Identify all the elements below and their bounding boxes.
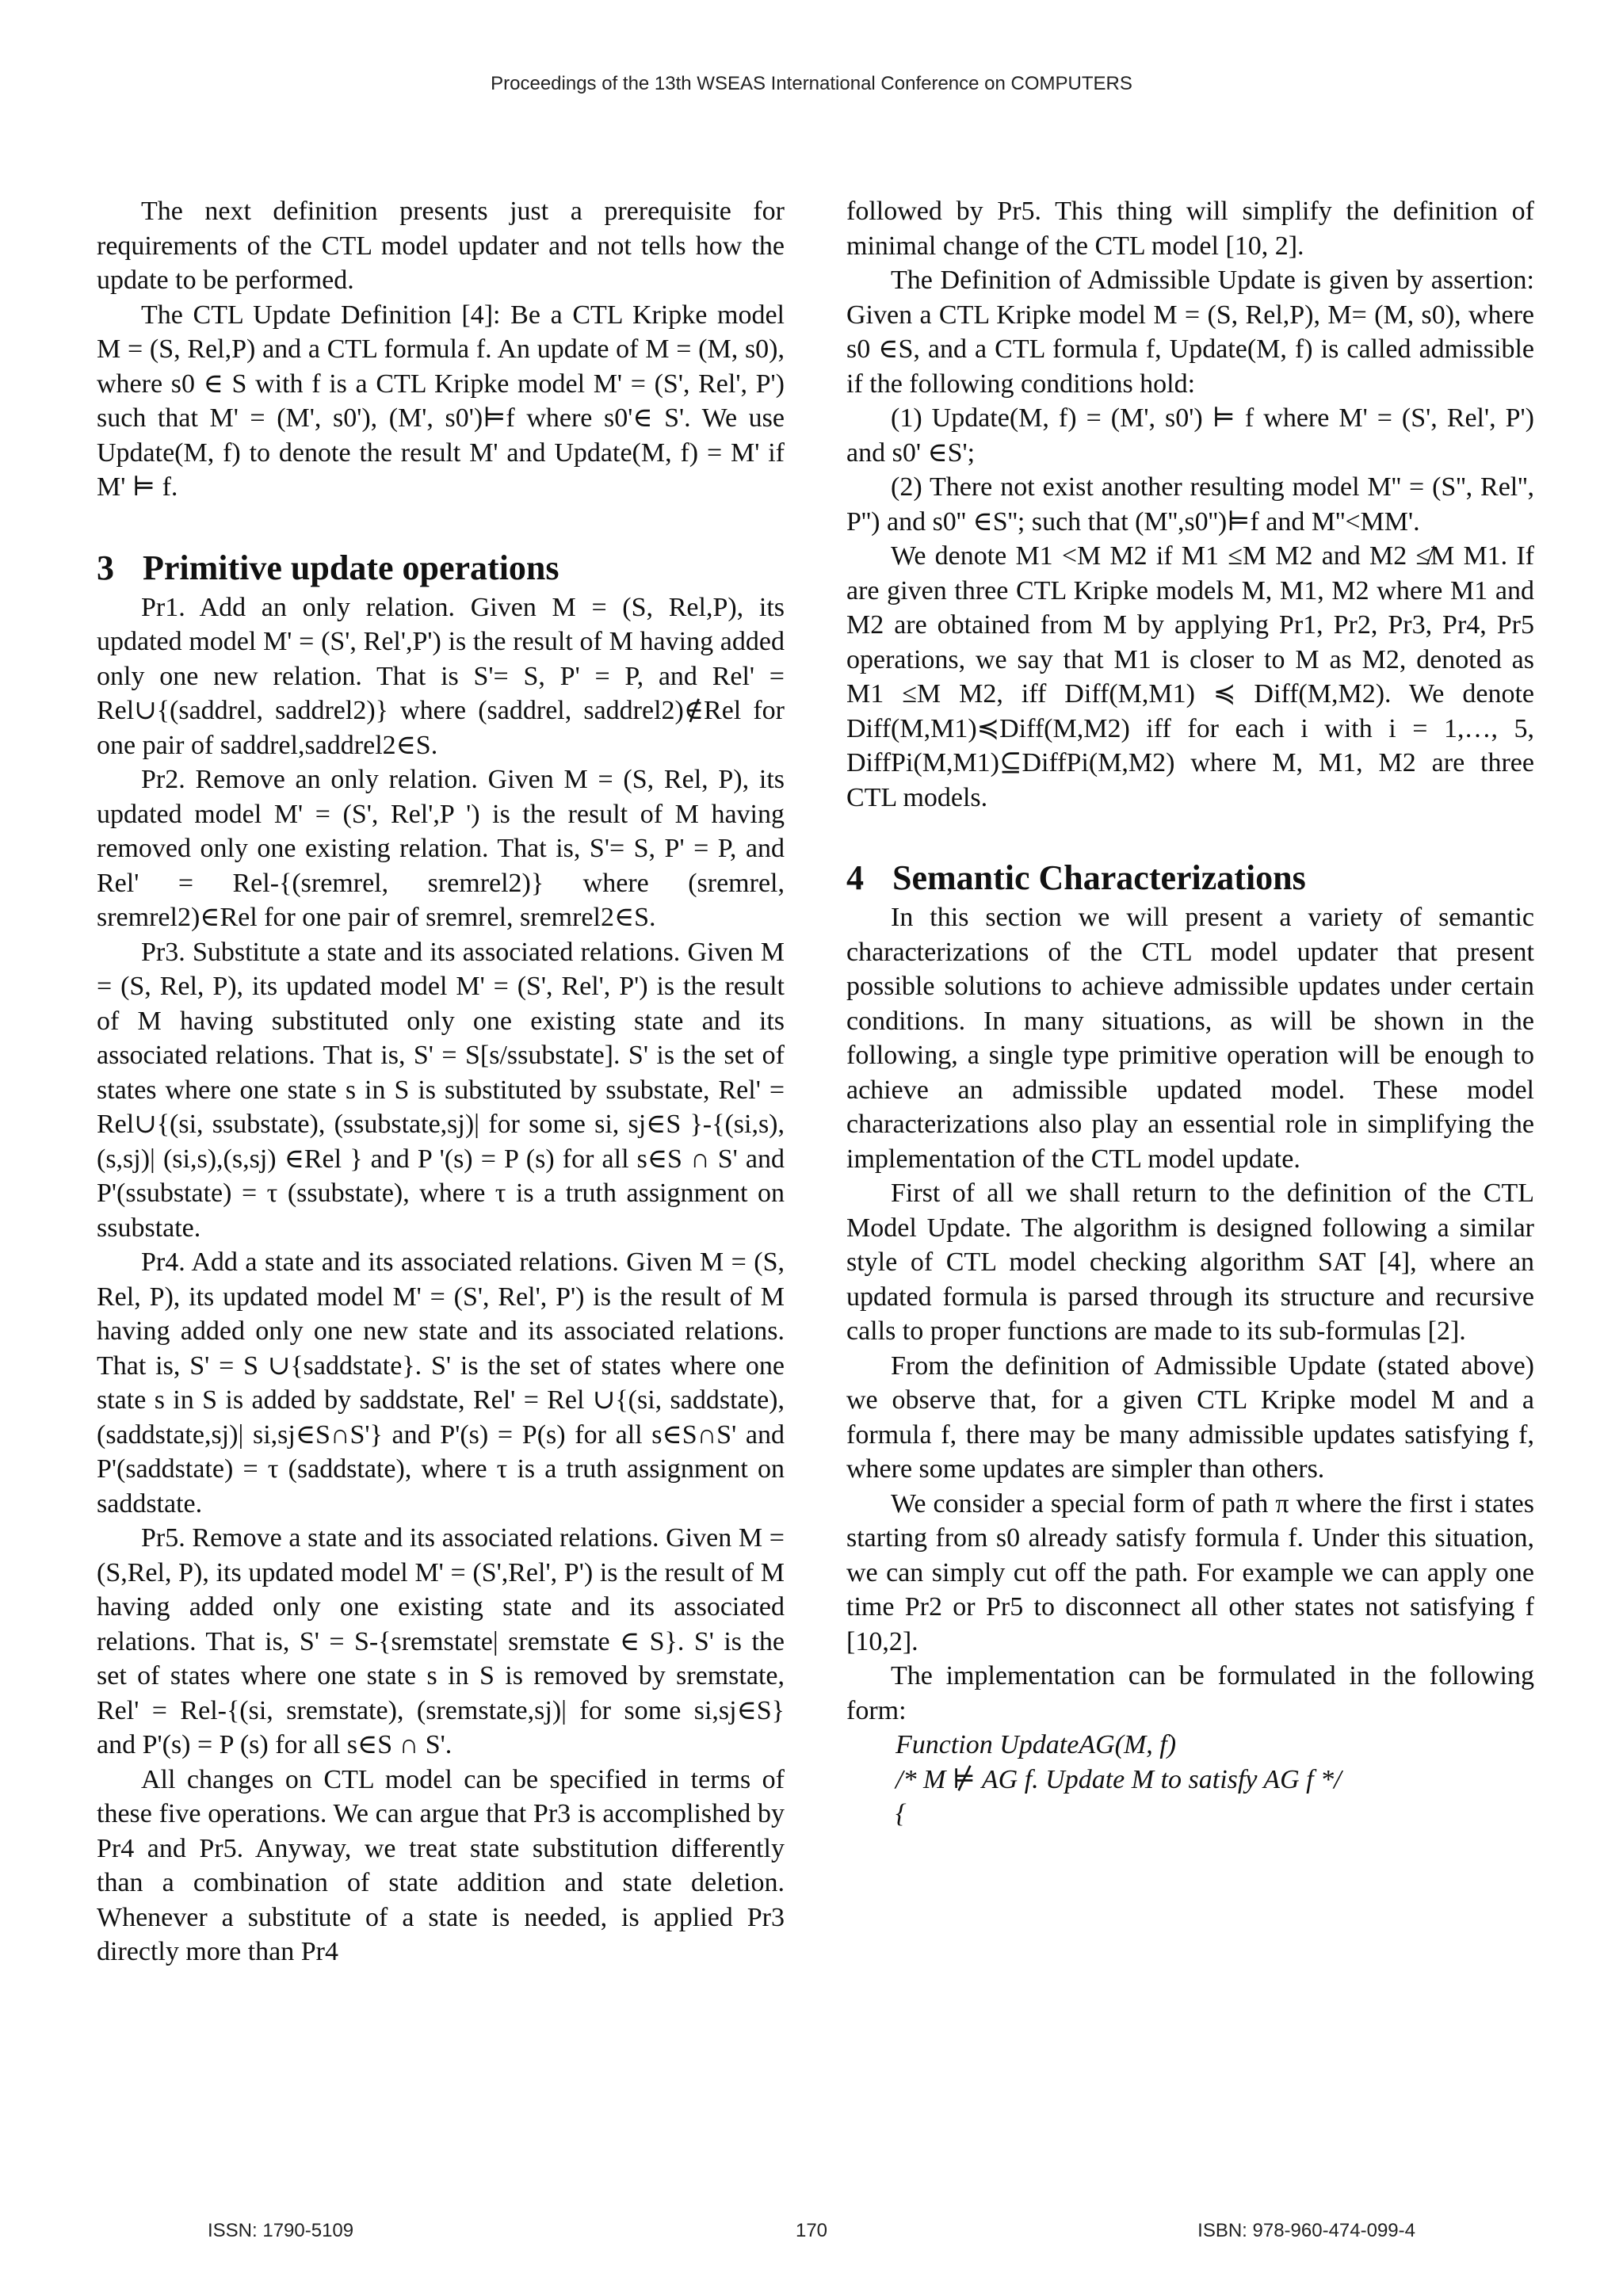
paragraph: Pr2. Remove an only relation. Given M = (S, Rel, P), its updated model M' = (S', Rel',P ') is the result of M having removed only one existing relation. That is, S'= S, P' = P, and Rel' = Rel-{(sremrel, sremrel2)} where (sremrel, sremrel2)∈Rel for one pair of sremrel, sremrel2∈S. <box>97 765 785 932</box>
paragraph: All changes on CTL model can be specified in terms of these five operations. We can argue that Pr3 is accomplished by Pr4 and Pr5. Anyway, we treat state substitution differently than a combination of state addition and state deletion. Whenever a substitute of a state is needed, is applied Pr3 directly more than Pr4 <box>97 1764 785 1966</box>
paragraph: In this section we will present a variety of semantic characterizations of the CTL model updater that present possible solutions to achieve admissible updates under certain conditions. In many situations, as will be shown in the following, a single type primitive operation will be enough to achieve an admissible updated model. These model characterizations also play an essential role in simplifying the implementation of the CTL model update. <box>846 903 1534 1174</box>
paragraph: Pr1. Add an only relation. Given M = (S, Rel,P), its updated model M' = (S', Rel',P') is the result of M having added only one new relation. That is S'= S, P' = P, and Rel' = Rel∪{(saddrel, saddrel2)} where (saddrel, saddrel2)∉Rel for one pair of saddrel,saddrel2∈S. <box>97 592 785 760</box>
paragraph: Pr4. Add a state and its associated relations. Given M = (S, Rel, P), its updated model M' = (S', Rel', P') is the result of M having added only one new state and its associated relations. That is, S' = S ∪{saddstate}. S' is the set of states where one state s in S is added by saddstate, Rel' = Rel ∪{(si, saddstate), (saddstate,sj)| si,sj∈S∩S'} and P'(s) = P(s) for all s∈S∩S' and P'(saddstate) = τ (saddstate), where τ is a truth assignment on saddstate. <box>97 1247 785 1519</box>
code-line: Function UpdateAG(M, f) <box>896 1730 1177 1759</box>
running-head: Proceedings of the 13th WSEAS International Conference on COMPUTERS <box>491 73 1132 94</box>
right-column <box>846 194 1534 1832</box>
left-column <box>97 194 785 1969</box>
paragraph: We consider a special form of path π where the first i states starting from s0 already satisfy formula f. Under this situation, we can simply cut off the path. For example we can apply one time Pr2 or Pr5 to disconnect all other states not satisfying f [10,2]. <box>846 1488 1534 1656</box>
section-heading <box>97 546 785 590</box>
paragraph: The Definition of Admissible Update is given by assertion: Given a CTL Kripke model M = (S, Rel,P), M= (M, s0), where s0 ∈S, and a CTL formula f, Update(M, f) is called admissible if the following conditions hold: <box>846 266 1534 399</box>
page-number: 170 <box>795 2220 828 2241</box>
paragraph: The implementation can be formulated in the following form: <box>846 1661 1534 1725</box>
issn: ISSN: 1790-5109 <box>208 2220 354 2241</box>
paragraph: First of all we shall return to the definition of the CTL Model Update. The algorithm is designed following a similar style of CTL model checking algorithm SAT [4], where an updated formula is parsed through its structure and recursive calls to proper functions are made to its sub-formulas [2]. <box>846 1179 1534 1346</box>
section-title: Primitive update operations <box>143 548 559 587</box>
paragraph: From the definition of Admissible Update (stated above) we observe that, for a given CTL Kripke model M and a formula f, there may be many admissible updates satisfying f, where some updates are simpler than others. <box>846 1350 1534 1484</box>
paragraph: followed by Pr5. This thing will simplify the definition of minimal change of the CTL model [10, 2]. <box>846 197 1534 261</box>
paragraph: Pr3. Substitute a state and its associated relations. Given M = (S, Rel, P), its updated model M' = (S', Rel', P') is the result of M having substituted only one existing state and its associated relations. That is, S' = S[s/ssubstate]. S' is the set of states where one state s in S is substituted by ssubstate, Rel' = Rel∪{(si, ssubstate), (ssubstate,sj)| for some si, sj∈S }-{(si,s),(s,sj)| (si,s),(s,sj) ∈Rel } and P '(s) = P (s) for all s∈S ∩ S' and P'(ssubstate) = τ (ssubstate), where τ is a truth assignment on ssubstate. <box>97 937 785 1243</box>
section-number: 4 <box>846 858 864 897</box>
isbn: ISBN: 978-960-474-099-4 <box>1197 2220 1415 2241</box>
condition-2: (2) There not exist another resulting model M'' = (S'', Rel'', P'') and s0'' ∈S''; such that (M'',s0'')⊨f and M''<MM'. <box>846 472 1534 537</box>
paragraph: The CTL Update Definition [4]: Be a CTL Kripke model M = (S, Rel,P) and a CTL formula f. An update of M = (M, s0), where s0 ∈ S with f is a CTL Kripke model M' = (S', Rel', P') such that M' = (M', s0'), (M', s0')⊨f where s0'∈ S'. We use Update(M, f) to denote the result M' and Update(M, f) = M' if M' ⊨ f. <box>97 300 785 502</box>
section-number: 3 <box>97 548 114 587</box>
paragraph: Pr5. Remove a state and its associated relations. Given M = (S,Rel, P), its updated model M' = (S',Rel', P') is the result of M having added only one existing state and its associated relations. That is, S' = S-{sremstate| sremstate ∈ S}. S' is the set of states where one state s in S is removed by sremstate, Rel' = Rel-{(si, sremstate), (sremstate,sj)| for some si,sj∈S} and P'(s) = P (s) for all s∈S ∩ S'. <box>97 1523 785 1759</box>
code-line: /* M ⊭ AG f. Update M to satisfy AG f */ <box>896 1764 1342 1794</box>
paragraph: The next definition presents just a prerequisite for requirements of the CTL model updater and not tells how the update to be performed. <box>97 197 785 295</box>
section-heading <box>846 856 1534 900</box>
condition-1: (1) Update(M, f) = (M', s0') ⊨ f where M' = (S', Rel', P') and s0' ∈S'; <box>846 403 1534 468</box>
paragraph: We denote M1 <M M2 if M1 ≤M M2 and M2 ≰M M1. If are given three CTL Kripke models M, M1, M2 where M1 and M2 are obtained from M by applying Pr1, Pr2, Pr3, Pr4, Pr5 operations, we say that M1 is closer to M as M2, denoted as M1 ≤M M2, iff Diff(M,M1) ≼ Diff(M,M2). We denote Diff(M,M1)≼Diff(M,M2) iff for each i with i = 1,…, 5, DiffPi(M,M1)⊆DiffPi(M,M2) where M, M1, M2 are three CTL models. <box>846 541 1534 812</box>
code-line: { <box>896 1799 907 1828</box>
section-title: Semantic Characterizations <box>892 858 1306 897</box>
